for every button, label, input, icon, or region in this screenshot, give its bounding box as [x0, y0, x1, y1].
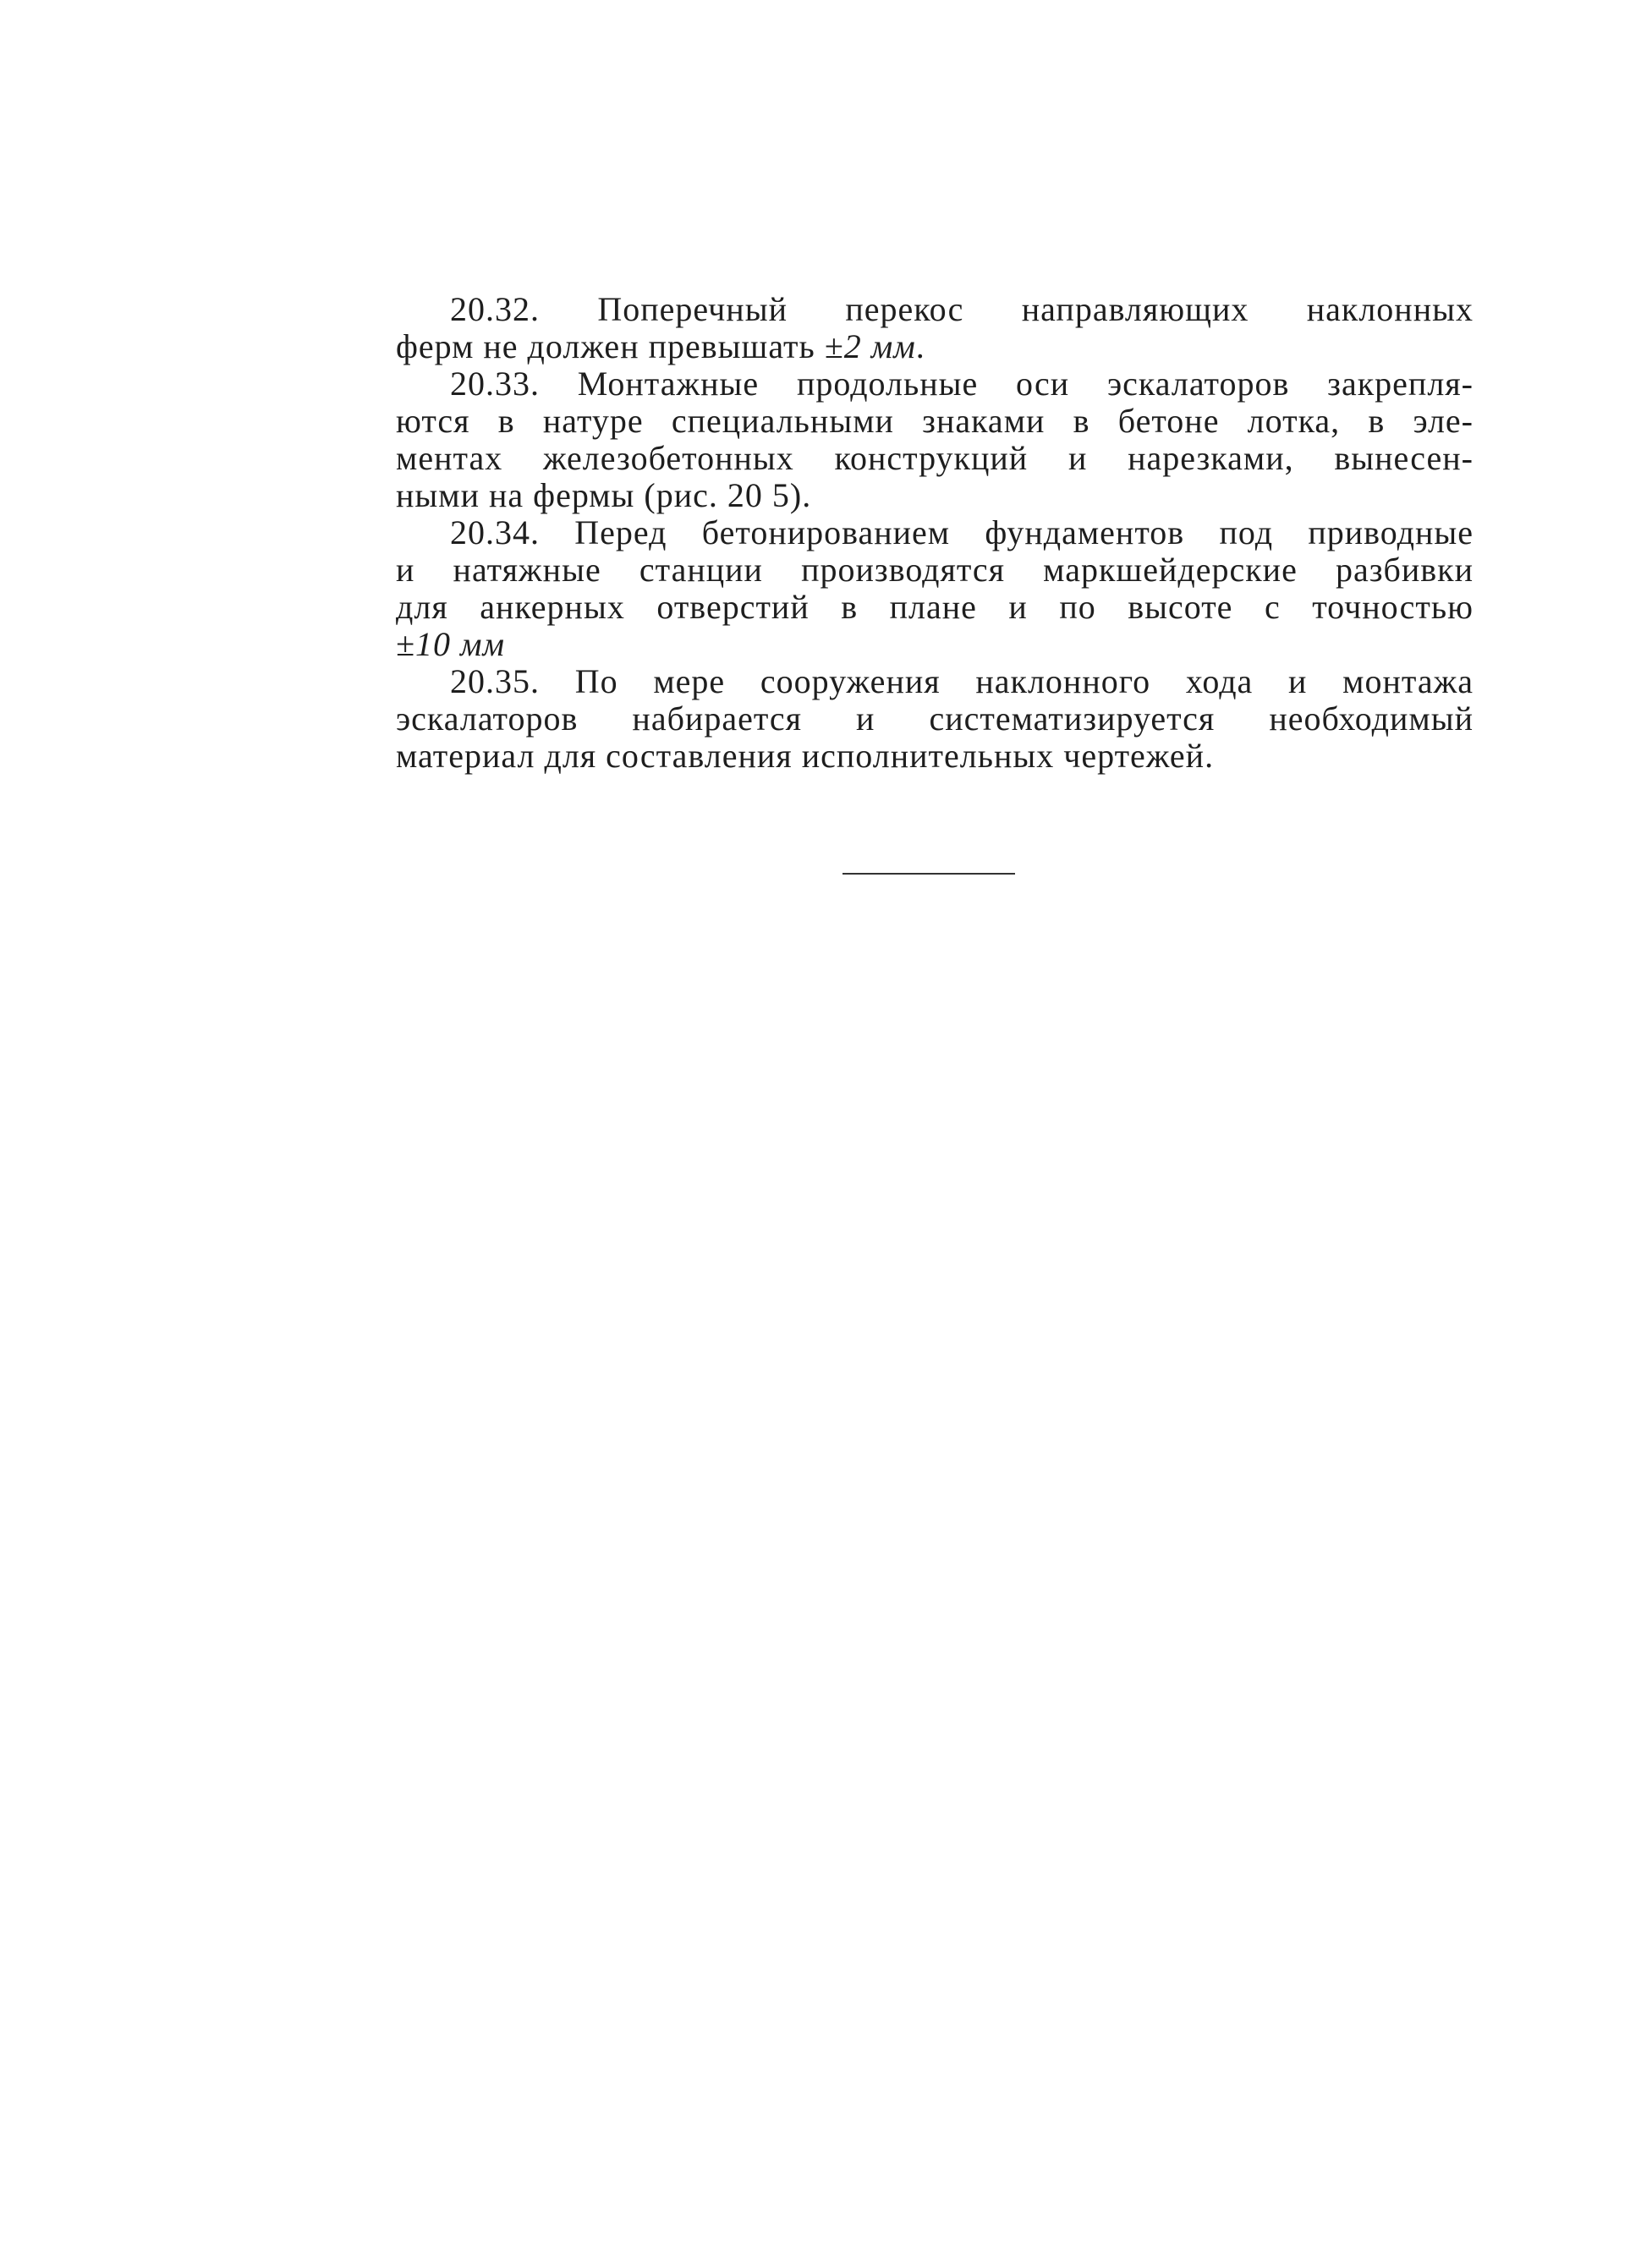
- line-tail: .: [915, 327, 925, 365]
- paragraph-20-32-line-2: [396, 328, 1474, 365]
- paragraph-20-33-line-4: ными на фермы (рис. 20 5).: [396, 476, 812, 514]
- paragraph-20-34-line-4: [396, 626, 1474, 663]
- paragraph-20-35-line-1: 20.35. По мере сооружения наклонного хода и монтажа: [450, 662, 1474, 700]
- paragraph-20-33-line-3: ментах железобетонных конструкций и нарезками, вынесен-: [396, 439, 1474, 477]
- line-text: ферм не должен превышать: [396, 327, 825, 365]
- tolerance-value: ±2 мм: [824, 327, 916, 365]
- tolerance-value: ±10 мм: [396, 625, 506, 663]
- paragraph-20-32-line-1: 20.32. Поперечный перекос направляющих наклонных: [450, 290, 1474, 328]
- document-body: [396, 291, 1474, 775]
- paragraph-20-33-line-1: 20.33. Монтажные продольные оси эскалаторов закрепля-: [450, 365, 1474, 403]
- paragraph-20-34-line-2: и натяжные станции производятся маркшейдерские разбивки: [396, 551, 1474, 589]
- paragraph-20-33-line-2: ются в натуре специальными знаками в бетоне лотка, в эле-: [396, 402, 1474, 440]
- end-separator-rule: [842, 873, 1015, 875]
- paragraph-20-34-line-1: 20.34. Перед бетонированием фундаментов под приводные: [450, 513, 1474, 551]
- paragraph-20-34-line-3: для анкерных отверстий в плане и по высоте с точностью: [396, 588, 1474, 626]
- paragraph-20-35-line-2: эскалаторов набирается и систематизируется необходимый: [396, 699, 1474, 738]
- paragraph-20-35-line-3: материал для составления исполнительных чертежей.: [396, 737, 1215, 775]
